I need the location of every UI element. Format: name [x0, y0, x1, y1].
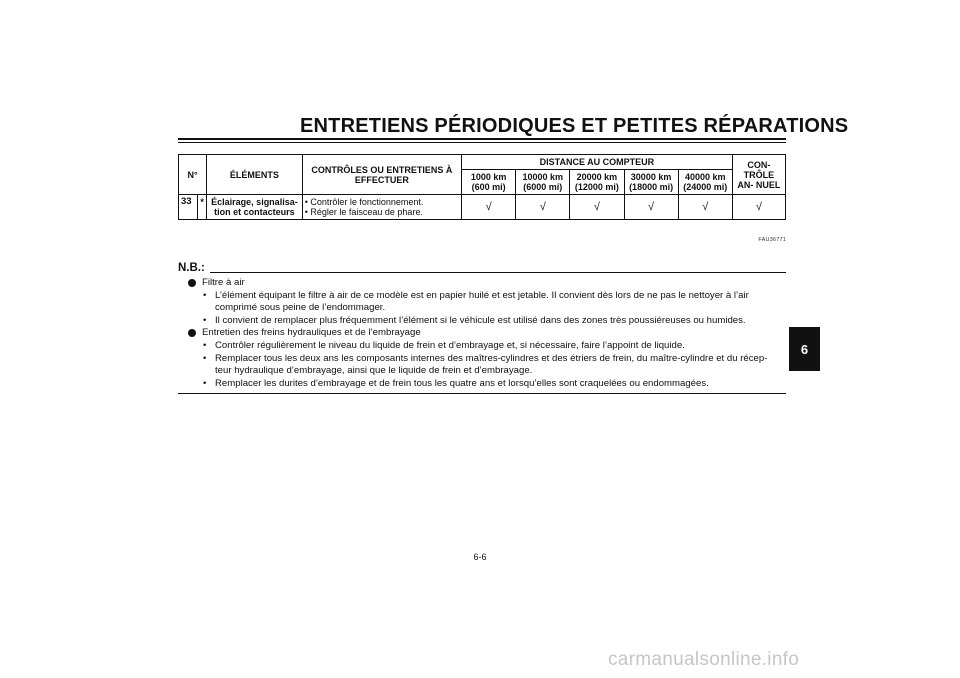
- row-controls: [302, 195, 461, 220]
- note-group-title: Filtre à air: [202, 277, 245, 288]
- header-no: N°: [179, 155, 207, 195]
- note-content: [188, 277, 786, 390]
- distance-mi: (600 mi): [471, 182, 506, 193]
- row-element: Éclairage, signalisa- tion et contacteurs: [207, 195, 303, 220]
- header-distance-5: [678, 170, 732, 195]
- header-distance-2: [516, 170, 570, 195]
- header-distance: DISTANCE AU COMPTEUR: [462, 155, 733, 170]
- distance-km: 20000 km: [576, 172, 618, 183]
- header-controls: CONTRÔLES OU ENTRETIENS À EFFECTUER: [302, 155, 461, 195]
- note-item: • L’élément équipant le filtre à air de ce modèle est en papier huilé et est jetable. Il convient dès lors de ne pas le nettoyer à l’air comprimé sous peine de l’endommager.: [188, 290, 786, 315]
- row-star-marker: *: [198, 195, 207, 220]
- note-group-title: Entretien des freins hydrauliques et de l’embrayage: [202, 327, 421, 339]
- check-mark: √: [570, 195, 624, 220]
- page-title: ENTRETIENS PÉRIODIQUES ET PETITES RÉPARATIONS: [300, 115, 849, 137]
- header-distance-1: [462, 170, 516, 195]
- distance-mi: (6000 mi): [523, 182, 563, 193]
- header-annual: CON- TRÔLE AN- NUEL: [732, 155, 785, 195]
- chapter-tab: 6: [789, 327, 820, 371]
- check-mark: √: [678, 195, 732, 220]
- header-distance-3: [570, 170, 624, 195]
- check-mark: √: [732, 195, 785, 220]
- distance-km: 1000 km: [470, 172, 507, 183]
- bullet-dot-icon: [188, 329, 196, 337]
- note-item: • Contrôler régulièrement le niveau du liquide de frein et d’embrayage et, si nécessaire, faire l’appoint de liquide.: [188, 340, 786, 353]
- check-mark: √: [516, 195, 570, 220]
- note-group-air-filter: [188, 277, 786, 290]
- table-row: [179, 195, 786, 220]
- section-bottom-rule: [178, 393, 786, 394]
- header-elements: ÉLÉMENTS: [207, 155, 303, 195]
- check-mark: √: [462, 195, 516, 220]
- watermark: carmanualsonline.info: [608, 649, 800, 670]
- note-item: • Remplacer les durites d’embrayage et de frein tous les quatre ans et lorsqu’elles sont craquelées ou endommagées.: [188, 378, 786, 391]
- check-mark: √: [624, 195, 678, 220]
- distance-km: 40000 km: [684, 172, 726, 183]
- table-header-row: [179, 155, 786, 170]
- row-number: 33: [179, 195, 198, 220]
- note-item: • Il convient de remplacer plus fréquemment l’élément si le véhicule est utilisé dans des zones très poussiéreuses ou humides.: [188, 315, 786, 328]
- control-item: • Contrôler le fonctionnement.: [305, 197, 459, 207]
- note-rule: [210, 272, 786, 273]
- note-item: • Remplacer tous les deux ans les composants internes des maîtres-cylindres et des étriers de frein, du maître-cylindre et du récep- teur hydraulique d’embrayage, ainsi que le liquide de frein et d’embrayage.: [188, 353, 786, 378]
- note-label: N.B.:: [178, 262, 205, 274]
- page-number: 6-6: [473, 552, 487, 562]
- header-distance-4: [624, 170, 678, 195]
- note-group-brakes-clutch: [188, 327, 786, 340]
- distance-mi: (12000 mi): [574, 182, 619, 193]
- maintenance-table: [178, 154, 786, 220]
- reference-code: FAU36771: [758, 237, 786, 243]
- distance-mi: (24000 mi): [683, 182, 728, 193]
- distance-km: 30000 km: [630, 172, 672, 183]
- distance-km: 10000 km: [522, 172, 564, 183]
- title-rule: [178, 138, 786, 143]
- bullet-dot-icon: [188, 279, 196, 287]
- distance-mi: (18000 mi): [629, 182, 674, 193]
- control-item: • Régler le faisceau de phare.: [305, 207, 459, 217]
